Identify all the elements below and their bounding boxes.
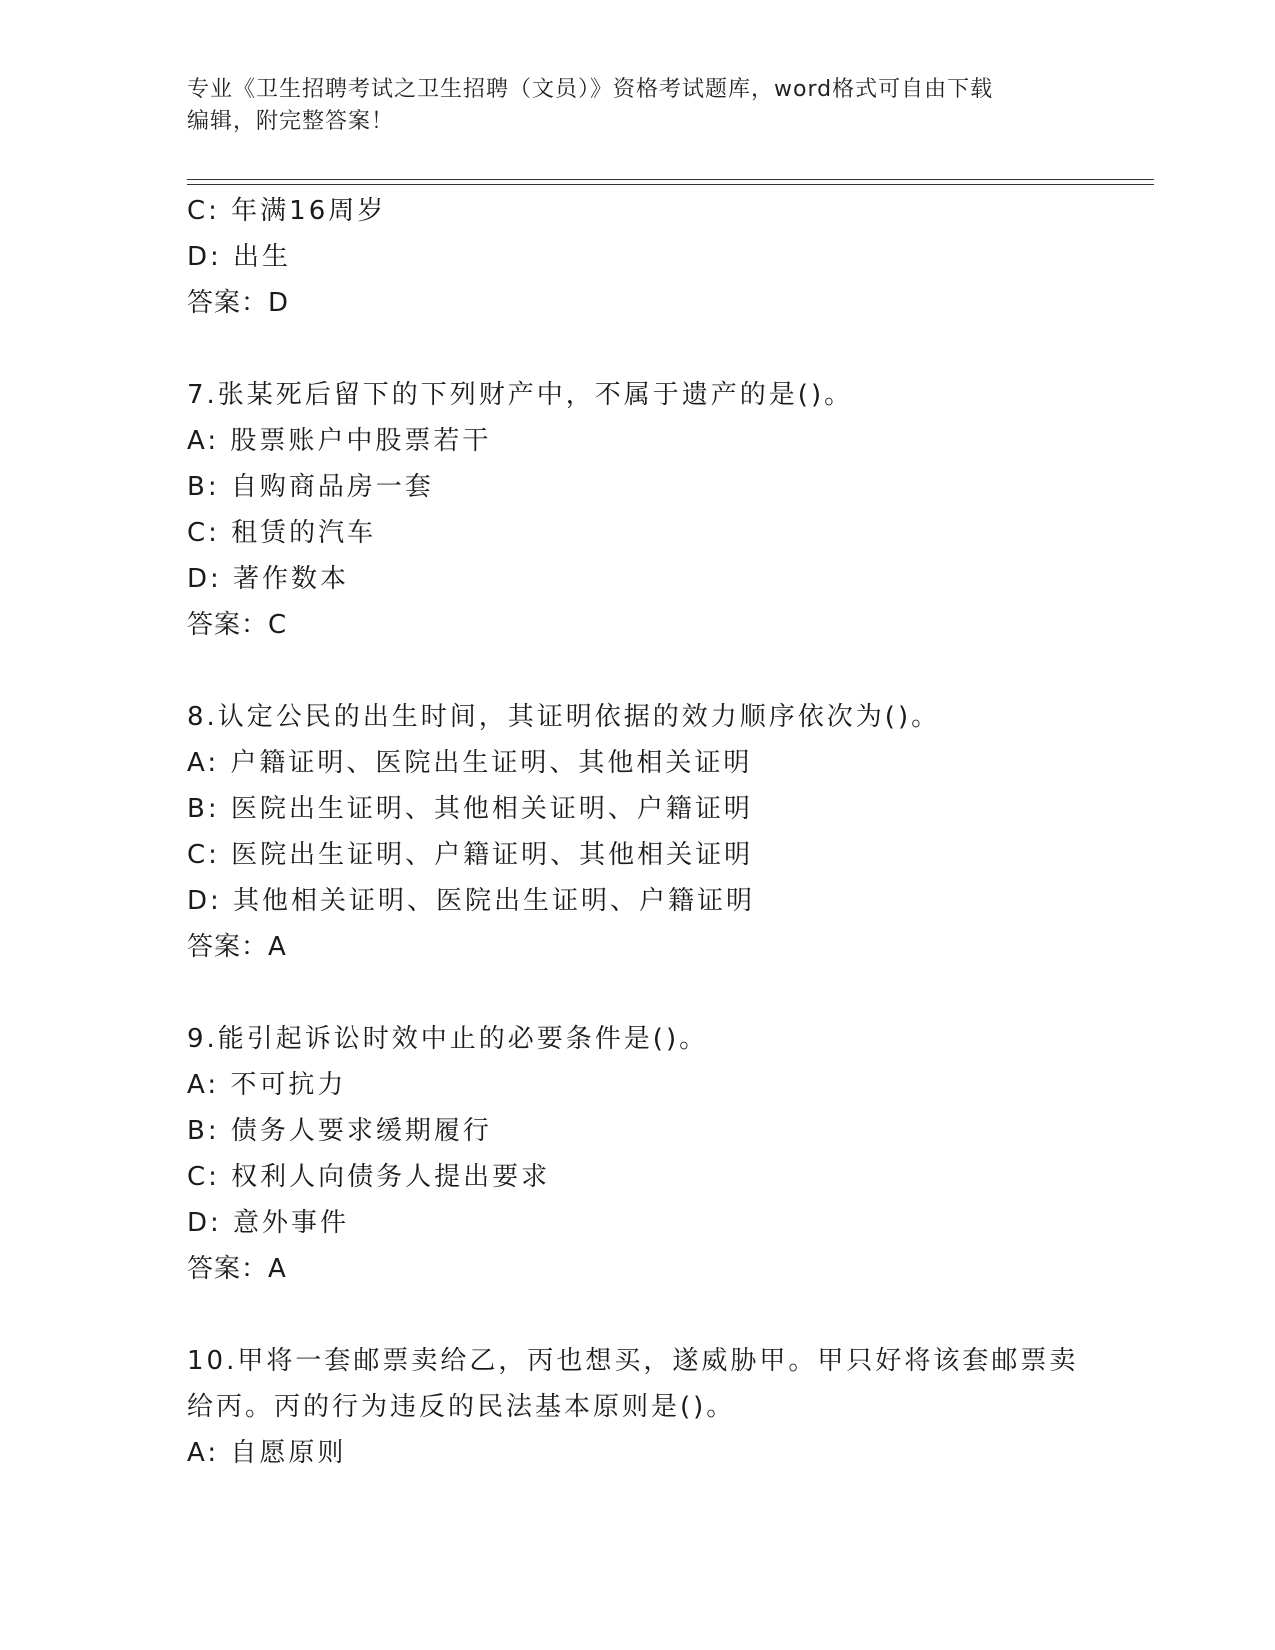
question-block-6-continued xyxy=(187,188,1087,326)
option-d: D: 出生 xyxy=(187,242,292,272)
document-header xyxy=(187,74,1087,138)
option-a: A: 户籍证明、医院出生证明、其他相关证明 xyxy=(187,748,753,778)
question-text: 7.张某死后留下的下列财产中，不属于遗产的是()。 xyxy=(187,380,854,410)
question-block-10 xyxy=(187,1338,1087,1476)
header-divider-top xyxy=(187,179,1154,180)
option-a: A: 自愿原则 xyxy=(187,1438,347,1468)
option-d: D: 其他相关证明、医院出生证明、户籍证明 xyxy=(187,886,756,916)
question-block-8 xyxy=(187,694,1087,970)
question-text: 9.能引起诉讼时效中止的必要条件是()。 xyxy=(187,1024,709,1054)
question-block-7 xyxy=(187,372,1087,648)
option-b: B: 债务人要求缓期履行 xyxy=(187,1116,492,1146)
option-a: A: 股票账户中股票若干 xyxy=(187,426,492,456)
question-text-line-1: 10.甲将一套邮票卖给乙，丙也想买，遂威胁甲。甲只好将该套邮票卖 xyxy=(187,1346,1079,1376)
answer-label: 答案：A xyxy=(187,932,287,962)
option-d: D: 著作数本 xyxy=(187,564,350,594)
option-d: D: 意外事件 xyxy=(187,1208,350,1238)
option-b: B: 医院出生证明、其他相关证明、户籍证明 xyxy=(187,794,753,824)
header-line-1: 专业《卫生招聘考试之卫生招聘（文员）》资格考试题库，word格式可自由下载 xyxy=(187,77,994,102)
answer-label: 答案：A xyxy=(187,1254,287,1284)
document-body xyxy=(187,188,1087,1476)
header-line-2: 编辑，附完整答案！ xyxy=(187,109,395,134)
question-text: 8.认定公民的出生时间，其证明依据的效力顺序依次为()。 xyxy=(187,702,941,732)
option-b: B: 自购商品房一套 xyxy=(187,472,434,502)
option-c: C: 医院出生证明、户籍证明、其他相关证明 xyxy=(187,840,754,870)
option-c: C: 租赁的汽车 xyxy=(187,518,377,548)
option-a: A: 不可抗力 xyxy=(187,1070,347,1100)
answer-label: 答案：D xyxy=(187,288,290,318)
option-c: C: 权利人向债务人提出要求 xyxy=(187,1162,551,1192)
question-text-line-2: 给丙。丙的行为违反的民法基本原则是()。 xyxy=(187,1392,736,1422)
option-c: C: 年满16周岁 xyxy=(187,196,387,226)
header-divider-bottom xyxy=(187,184,1154,185)
question-block-9 xyxy=(187,1016,1087,1292)
answer-label: 答案：C xyxy=(187,610,288,640)
